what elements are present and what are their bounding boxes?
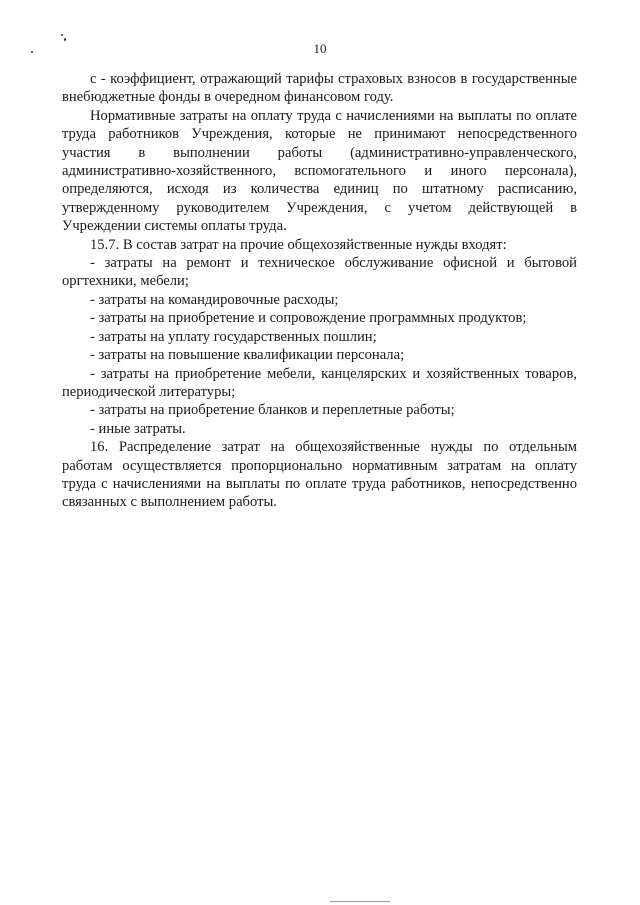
list-item: - затраты на повышение квалификации персонала;: [90, 347, 405, 364]
section-16-paragraph: 16. Распределение затрат на общехозяйственные нужды по отдельным работам осуществляется пропорционально нормативным затратам на оплату труда с начислениями на выплаты по оплате труда работников, непосредственно связанных с выполнением работы.: [62, 439, 577, 511]
normative-costs-paragraph: Нормативные затраты на оплату труда с начислениями на выплаты по оплате труда работников Учреждения, которые не принимают непосредственного участия в выполнении работы (административно-управленческого, административно-хозяйственного, вспомогательного и иного персонала), определяются, исходя из количества единиц по штатному расписанию, утвержденному руководителем Учреждения, с учетом действующей в Учреждении системы оплаты труда.: [62, 107, 577, 235]
section-15-7-heading: 15.7. В состав затрат на прочие общехозяйственные нужды входят:: [90, 236, 507, 253]
list-item: - иные затраты.: [90, 420, 186, 437]
scan-edge-mark: [330, 901, 390, 902]
list-item: - затраты на приобретение и сопровождение программных продуктов;: [90, 310, 527, 327]
list-item: - затраты на ремонт и техническое обслуживание офисной и бытовой оргтехники, мебели;: [62, 255, 577, 290]
scan-speck: [61, 34, 63, 36]
list-item: - затраты на приобретение бланков и переплетные работы;: [90, 402, 455, 419]
list-item: - затраты на командировочные расходы;: [90, 291, 339, 308]
coefficient-definition-paragraph: с - коэффициент, отражающий тарифы страховых взносов в государственные внебюджетные фонды в очередном финансовом году.: [62, 71, 577, 106]
page-number: 10: [313, 41, 327, 56]
list-item: - затраты на приобретение мебели, канцелярских и хозяйственных товаров, периодической литературы;: [62, 365, 577, 400]
document-body: [62, 70, 577, 512]
list-item: - затраты на уплату государственных пошлин;: [90, 328, 377, 345]
